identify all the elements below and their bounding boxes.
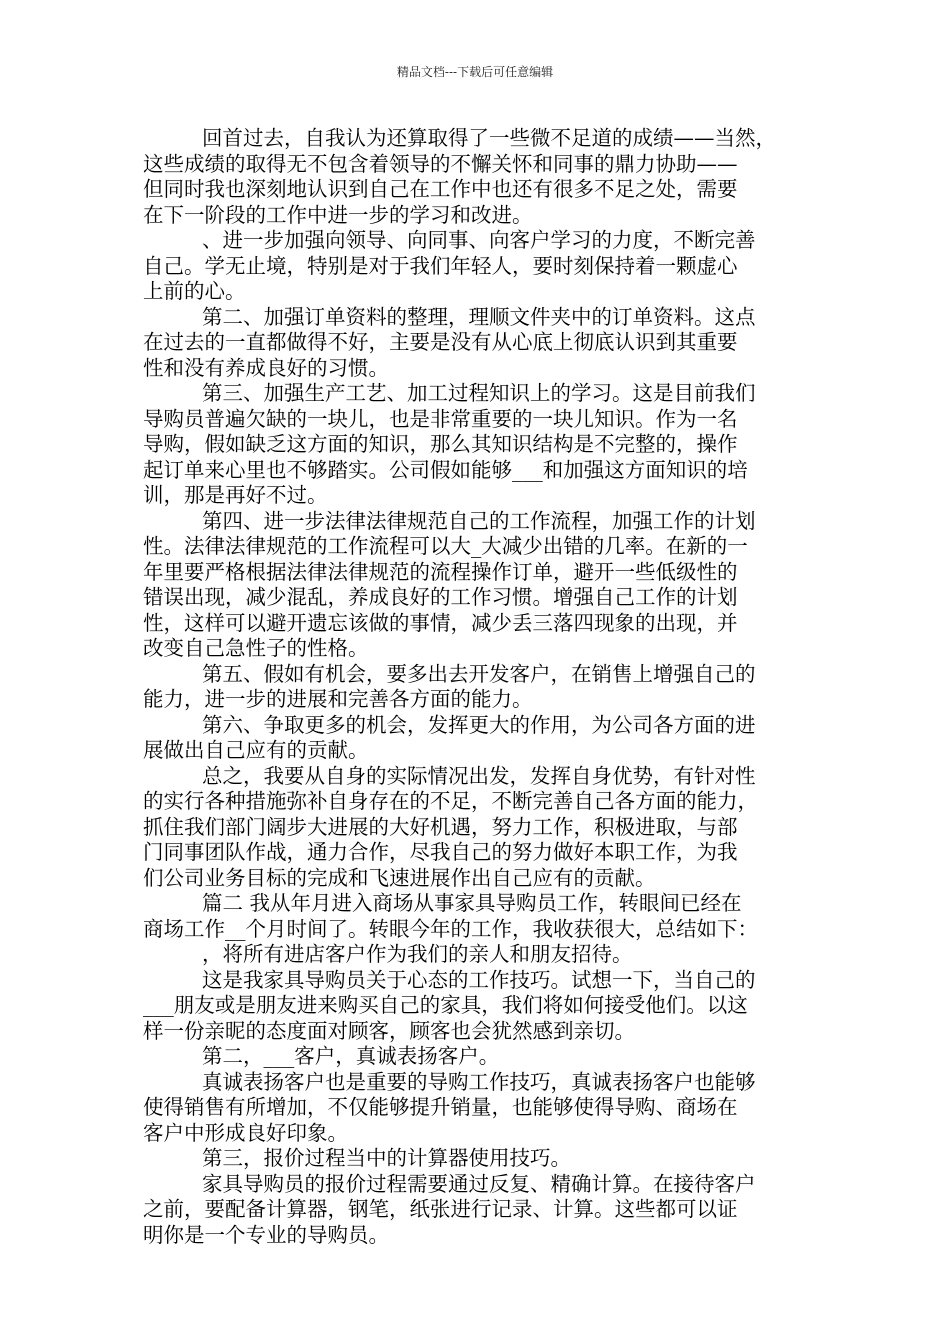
text-line: ，将所有进店客户作为我们的亲人和朋友招待。 bbox=[202, 942, 633, 966]
text-line: 展做出自己应有的贡献。 bbox=[143, 738, 369, 762]
text-line: 第三、加强生产工艺、加工过程知识上的学习。这是目前我们 bbox=[202, 381, 756, 405]
text-line: 导购，假如缺乏这方面的知识，那么其知识结构是不完整的，操作 bbox=[143, 432, 738, 456]
text-line: 第五、假如有机会，要多出去开发客户，在销售上增强自己的 bbox=[202, 661, 756, 686]
text-line: 性和没有养成良好的习惯。 bbox=[143, 355, 389, 380]
text-line: 样一份亲昵的态度面对顾客，顾客也会犹然感到亲切。 bbox=[143, 1018, 635, 1043]
text-line: 们公司业务目标的完成和飞速进展作出自己应有的贡献。 bbox=[143, 865, 656, 890]
text-line: 上前的心。 bbox=[143, 279, 246, 303]
text-line: 改变自己急性子的性格。 bbox=[143, 636, 369, 660]
text-line: 自己。学无止境，特别是对于我们年轻人，要时刻保持着一颗虚心 bbox=[143, 253, 738, 278]
text-line: ___朋友或是朋友进来购买自己的家具，我们将如何接受他们。以这 bbox=[143, 993, 748, 1017]
text-line: 家具导购员的报价过程需要通过反复、精确计算。在接待客户 bbox=[202, 1171, 756, 1196]
text-line: 的实行各种措施弥补自身存在的不足，不断完善自己各方面的能力， bbox=[143, 789, 758, 813]
text-line: 在下一阶段的工作中进一步的学习和改进。 bbox=[143, 202, 533, 227]
page-header: 精品文档---下载后可任意编辑 bbox=[396, 65, 554, 79]
text-line: 导购员普遍欠缺的一块儿，也是非常重要的一块儿知识。作为一名 bbox=[143, 406, 738, 431]
text-line: 真诚表扬客户也是重要的导购工作技巧，真诚表扬客户也能够 bbox=[202, 1069, 756, 1094]
text-line: 第六、争取更多的机会，发挥更大的作用，为公司各方面的进 bbox=[202, 712, 756, 737]
text-line: 篇二 我从年月进入商场从事家具导购员工作，转眼间已经在 bbox=[202, 891, 742, 915]
text-line: 之前，要配备计算器，钢笔，纸张进行记录、计算。这些都可以证 bbox=[143, 1197, 738, 1221]
text-line: 回首过去，自我认为还算取得了一些微不足道的成绩——当然， bbox=[202, 126, 776, 150]
text-line: 第四、进一步法律法律规范自己的工作流程，加强工作的计划 bbox=[202, 508, 756, 533]
text-line: 起订单来心里也不够踏实。公司假如能够___和加强这方面知识的培 bbox=[143, 457, 748, 482]
text-line: 在过去的一直都做得不好，主要是没有从心底上彻底认识到其重要 bbox=[143, 330, 738, 354]
text-line: 年里要严格根据法律法律规范的流程操作订单，避开一些低级性的 bbox=[143, 559, 738, 584]
text-line: 训，那是再好不过。 bbox=[143, 483, 328, 507]
text-line: 第二，___客户，真诚表扬客户。 bbox=[202, 1044, 500, 1068]
text-line: 错误出现，减少混乱，养成良好的工作习惯。增强自己工作的计划 bbox=[143, 585, 738, 609]
text-line: 这是我家具导购员关于心态的工作技巧。试想一下，当自己的 bbox=[202, 967, 756, 992]
text-line: 第三，报价过程当中的计算器使用技巧。 bbox=[202, 1146, 571, 1170]
text-line: 、进一步加强向领导、向同事、向客户学习的力度，不断完善 bbox=[202, 228, 756, 252]
text-line: 性，这样可以避开遗忘该做的事情，减少丢三落四现象的出现，并 bbox=[143, 610, 738, 635]
text-line: 能力，进一步的进展和完善各方面的能力。 bbox=[143, 687, 533, 711]
text-line: 这些成绩的取得无不包含着领导的不懈关怀和同事的鼎力协助—— bbox=[143, 151, 738, 176]
text-line: 但同时我也深刻地认识到自己在工作中也还有很多不足之处，需要 bbox=[143, 177, 738, 201]
text-line: 门同事团队作战，通力合作，尽我自己的努力做好本职工作，为我 bbox=[143, 840, 738, 864]
text-line: 抓住我们部门阔步大进展的大好机遇，努力工作，积极进取，与部 bbox=[143, 814, 738, 839]
text-line: 商场工作__个月时间了。转眼今年的工作，我收获很大，总结如下： bbox=[143, 916, 758, 941]
text-line: 总之，我要从自身的实际情况出发，发挥自身优势，有针对性 bbox=[202, 763, 756, 788]
document-body bbox=[143, 126, 811, 1248]
text-line: 第二、加强订单资料的整理，理顺文件夹中的订单资料。这点 bbox=[202, 304, 756, 329]
text-line: 性。法律法律规范的工作流程可以大_大减少出错的几率。在新的一 bbox=[143, 534, 748, 558]
text-line: 客户中形成良好印象。 bbox=[143, 1120, 348, 1145]
text-line: 明你是一个专业的导购员。 bbox=[143, 1222, 389, 1247]
text-line: 使得销售有所增加，不仅能够提升销量，也能够使得导购、商场在 bbox=[143, 1095, 738, 1119]
